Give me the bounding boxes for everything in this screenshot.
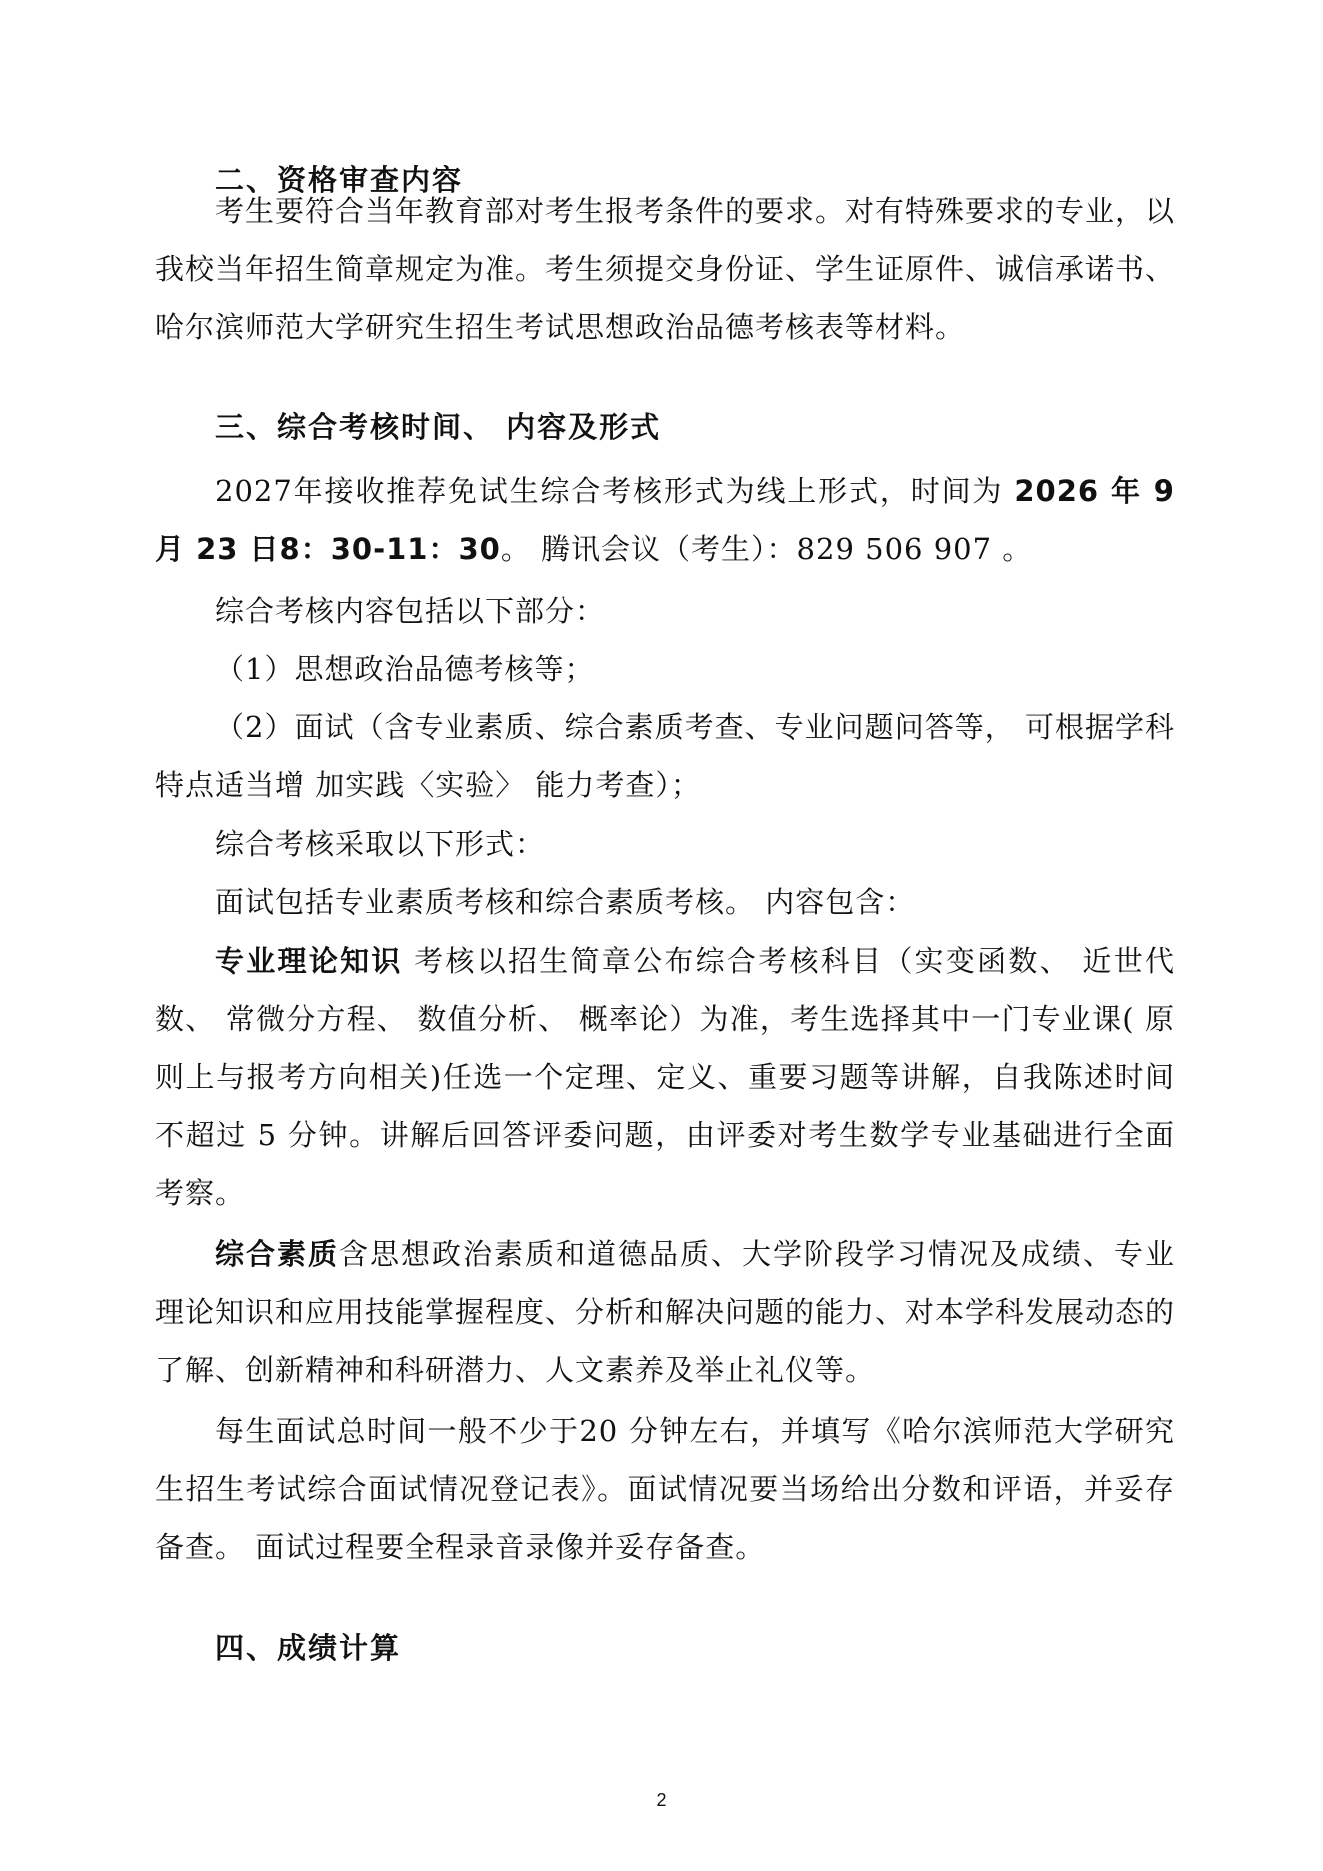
exam-time-text-a: 2027年接收推荐免试生综合考核形式为线上形式，时间为 xyxy=(215,474,1015,508)
interview-duration-paragraph: 每生面试总时间一般不少于20 分钟左右，并填写《哈尔滨师范大学研究生招生考试综合面试情况登记表》。面试情况要当场给出分数和评语，并妥存备查。 面试过程要全程录音录像并妥存备查。 xyxy=(155,1414,1175,1564)
section-3-heading: 三、综合考核时间、 内容及形式 xyxy=(215,410,662,444)
meeting-id-text: 。 腾讯会议（考生）：829 506 907 。 xyxy=(500,532,1033,566)
exam-date: 2026 年 9 月 23 日8：30-11：30 xyxy=(155,474,1175,566)
exam-time-paragraph xyxy=(155,462,1175,578)
section-4-heading: 四、成绩计算 xyxy=(215,1631,402,1665)
professional-knowledge-label: 专业理论知识 xyxy=(215,944,403,978)
page-number: 2 xyxy=(656,1790,667,1810)
professional-knowledge-paragraph xyxy=(155,932,1175,1222)
comprehensive-quality-paragraph xyxy=(155,1225,1175,1399)
content-intro: 综合考核内容包括以下部分： xyxy=(215,594,606,628)
professional-knowledge-text: 考核以招生简章公布综合考核科目（实变函数、 近世代数、 常微分方程、 数值分析、 概率论）为准，考生选择其中一门专业课( 原则上与报考方向相关)任选一个定理、定义、重要习题等讲解，自我陈述时间不超过 5 分钟。讲解后回答评委问题，由评委对考生数学专业基础进行全面考察。 xyxy=(155,944,1175,1210)
comprehensive-quality-text: 含思想政治素质和道德品质、大学阶段学习情况及成绩、专业理论知识和应用技能掌握程度、分析和解决问题的能力、对本学科发展动态的了解、创新精神和科研潜力、人文素养及举止礼仪等。 xyxy=(155,1237,1176,1387)
section-2-paragraph: 考生要符合当年教育部对考生报考条件的要求。对有特殊要求的专业，以我校当年招生简章规定为准。考生须提交身份证、学生证原件、诚信承诺书、哈尔滨师范大学研究生招生考试思想政治品德考核表等材料。 xyxy=(155,194,1176,344)
content-item-2: （2）面试（含专业素质、综合素质考查、专业问题问答等， 可根据学科特点适当增 加实践〈实验〉 能力考查）； xyxy=(155,710,1175,802)
form-intro: 综合考核采取以下形式： xyxy=(215,827,546,861)
interview-intro: 面试包括专业素质考核和综合素质考核。 内容包含： xyxy=(215,885,916,919)
content-item-1: （1）思想政治品德考核等； xyxy=(215,652,595,686)
section-2-heading: 二、资格审查内容 xyxy=(215,163,464,197)
comprehensive-quality-label: 综合素质 xyxy=(215,1237,339,1271)
